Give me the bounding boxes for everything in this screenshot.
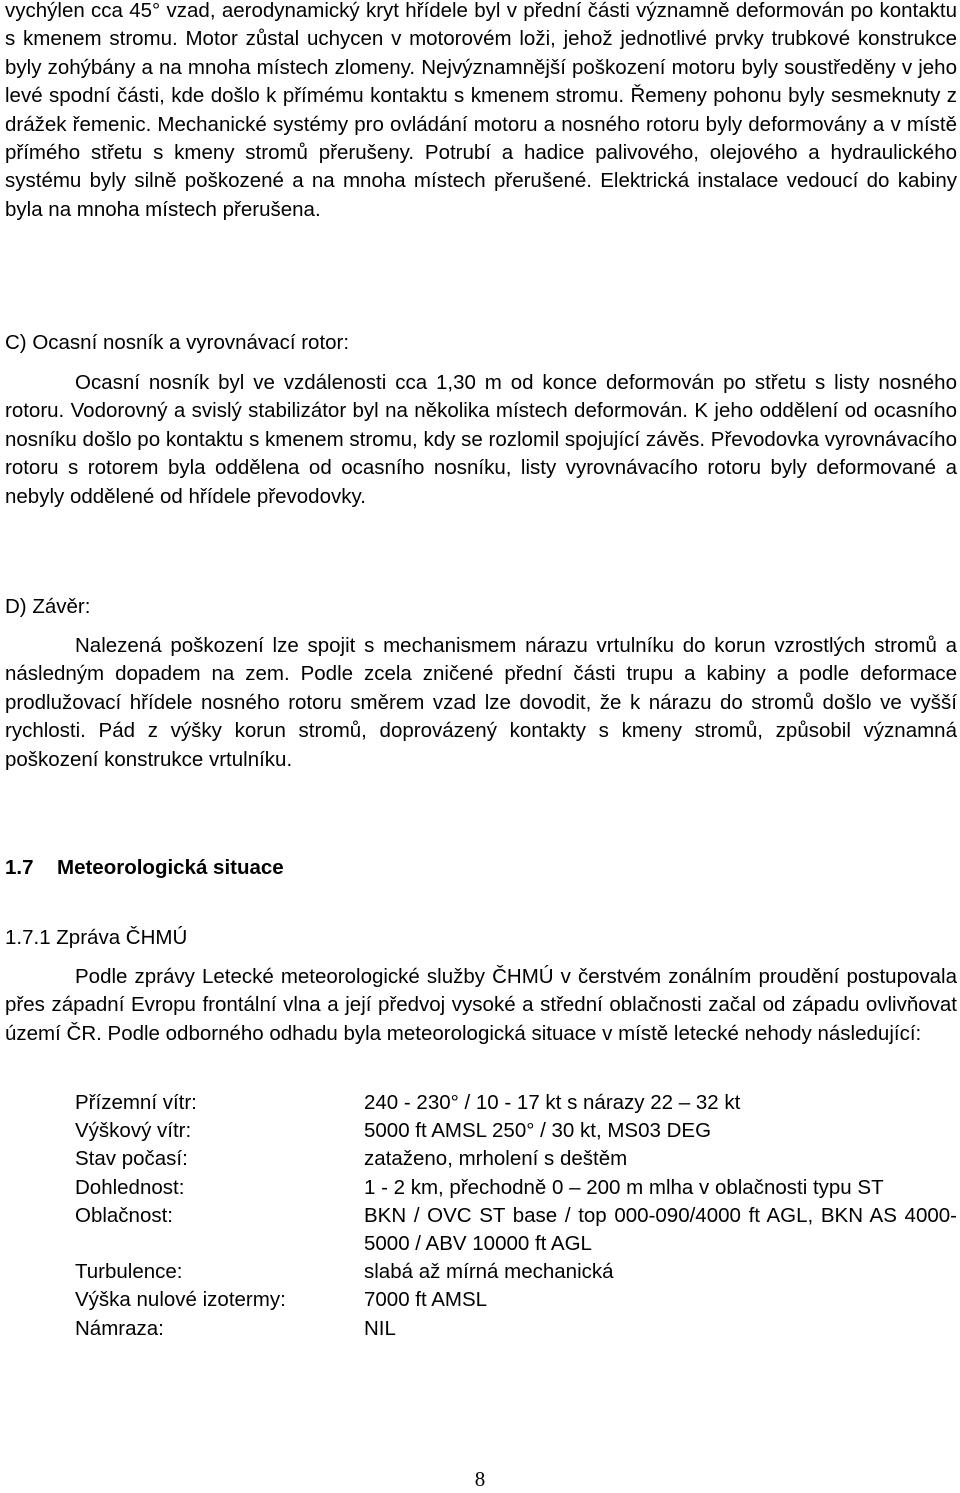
weather-value: 5000 ft AMSL 250° / 30 kt, MS03 DEG bbox=[364, 1119, 712, 1143]
weather-value: NIL bbox=[364, 1316, 396, 1340]
page-number: 8 bbox=[474, 1467, 486, 1491]
section-d-paragraph: Nalezená poškození lze spojit s mechanismem nárazu vrtulníku do korun vzrostlých stromů a následným dopadem na zem. Podle zcela zničené přední části trupu a kabiny a podle deformace prodlužovací hřídele nosného rotoru směrem vzad lze dovodit, že k nárazu do stromů došlo ve vyšší rychlosti. Pád z výšky korun stromů, doprovázený kontakty s kmeny stromů, způsobil významná poškození konstrukce vrtulníku. bbox=[5, 634, 957, 771]
weather-row-upper-wind bbox=[75, 1117, 957, 1145]
weather-table bbox=[75, 1089, 957, 1343]
weather-value: slabá až mírná mechanická bbox=[364, 1260, 614, 1284]
section-title: Meteorologická situace bbox=[57, 856, 284, 879]
weather-label: Stav počasí: bbox=[75, 1147, 188, 1171]
weather-row-turbulence bbox=[75, 1258, 957, 1286]
chmu-paragraph: Podle zprávy Letecké meteorologické služby ČHMÚ v čerstvém zonálním proudění postupovala přes západní Evropu frontální vlna a její předvoj vysoké a střední oblačnosti začal od západu ovlivňovat území ČR. Podle odborného odhadu byla meteorologická situace v místě letecké nehody následující: bbox=[5, 965, 957, 1045]
weather-label: Turbulence: bbox=[75, 1260, 183, 1284]
weather-row-visibility bbox=[75, 1174, 957, 1202]
weather-value: zataženo, mrholení s deštěm bbox=[364, 1147, 628, 1171]
intro-paragraph: vychýlen cca 45° vzad, aerodynamický kryt hřídele byl v přední části významně deformován po kontaktu s kmenem stromu. Motor zůstal uchycen v motorovém loži, jehož jednotlivé prvky trubkové konstrukce byly zohýbány a na mnoha místech zlomeny. Nejvýznamnější poškození motoru byly soustředěny v jeho levé spodní části, kde došlo k přímému kontaktu s kmenem stromu. Řemeny pohonu byly sesmeknuty z drážek řemenic. Mechanické systémy pro ovládání motoru a nosného rotoru byly deformovány a v místě přímého střetu s kmeny stromů přerušeny. Potrubí a hadice palivového, olejového a hydraulického systému byly silně poškozené a na mnoha místech přerušené. Elektrická instalace vedoucí do kabiny byla na mnoha místech přerušena. bbox=[5, 0, 957, 221]
weather-row-icing bbox=[75, 1315, 957, 1343]
weather-value: BKN / OVC ST base / top 000-090/4000 ft AGL, BKN AS 4000-5000 / ABV 10000 ft AGL bbox=[364, 1203, 957, 1256]
section-c-heading: C) Ocasní nosník a vyrovnávací rotor: bbox=[5, 331, 350, 354]
weather-row-freezing-level bbox=[75, 1286, 957, 1314]
weather-label: Výška nulové izotermy: bbox=[75, 1288, 286, 1312]
weather-value: 1 - 2 km, přechodně 0 – 200 m mlha v oblačnosti typu ST bbox=[364, 1175, 884, 1199]
weather-label: Přízemní vítr: bbox=[75, 1091, 197, 1114]
weather-label: Oblačnost: bbox=[75, 1203, 173, 1227]
weather-label: Výškový vítr: bbox=[75, 1119, 192, 1143]
weather-row-clouds bbox=[75, 1202, 957, 1258]
weather-value: 240 - 230° / 10 - 17 kt s nárazy 22 – 32 kt bbox=[364, 1091, 741, 1114]
weather-label: Dohlednost: bbox=[75, 1175, 185, 1199]
weather-row-conditions bbox=[75, 1145, 957, 1173]
weather-value: 7000 ft AMSL bbox=[364, 1288, 488, 1312]
section-d-heading: D) Závěr: bbox=[5, 595, 91, 618]
section-c-paragraph: Ocasní nosník byl ve vzdálenosti cca 1,30 m od konce deformován po střetu s listy nosného rotoru. Vodorovný a svislý stabilizátor byl na několika místech deformován. K jeho oddělení od ocasního nosníku došlo po kontaktu s kmenem stromu, kdy se rozlomil spojující závěs. Převodovka vyrovnávacího rotoru s rotorem byla oddělena od ocasního nosníku, listy vyrovnávacího rotoru byly deformované a nebyly oddělené od hřídele převodovky. bbox=[5, 371, 957, 508]
weather-row-surface-wind bbox=[75, 1089, 957, 1117]
subsection-heading-chmu: 1.7.1 Zpráva ČHMÚ bbox=[5, 926, 188, 949]
section-heading-meteorology bbox=[5, 854, 284, 882]
weather-label: Námraza: bbox=[75, 1316, 164, 1340]
section-number: 1.7 bbox=[5, 856, 34, 879]
